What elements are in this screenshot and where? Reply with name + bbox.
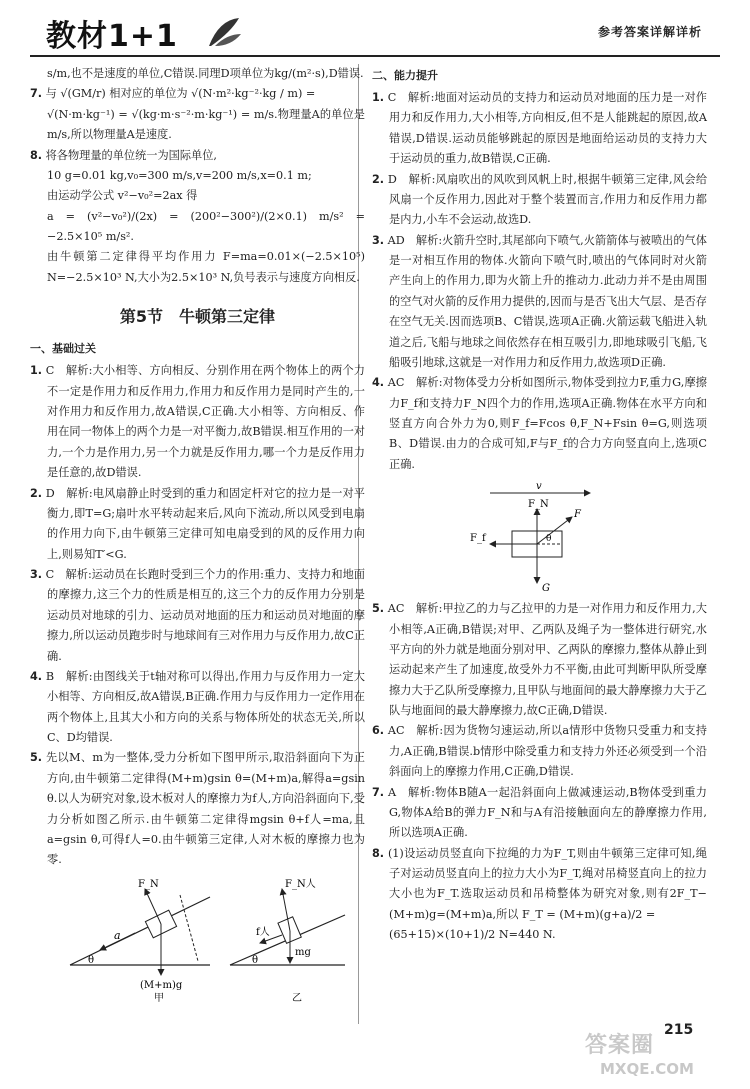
watermark-logo: 答案圈	[585, 1033, 655, 1058]
label-mmg: (M+m)g	[140, 979, 183, 991]
force-diagrams-jia-yi	[30, 875, 350, 1003]
page-header	[0, 0, 750, 60]
item-number: 2.	[30, 486, 43, 500]
item-text: A 解析:物体B随A一起沿斜面向上做减速运动,B物体受到重力G,物体A给B的弹力F_N和与A有沿接触面向左的静摩擦力作用,所以选项A正确.	[387, 785, 707, 840]
section-heading: 二、能力提升	[372, 69, 438, 82]
formula-line: a = (v²−v₀²)/(2x) = (200²−300²)/(2×0.1) m/s² = −2.5×10⁵ m/s².	[47, 209, 365, 243]
item-number: 1.	[372, 91, 385, 105]
item-number: 7.	[30, 87, 43, 101]
item-text: 与 √(GM/r) 相对应的单位为 √(N·m²·kg⁻²·kg / m) =	[45, 87, 316, 101]
label-mg: mg	[295, 946, 311, 958]
item-text-cont: 10 g=0.01 kg,v₀=300 m/s,v=200 m/s,x=0.1 m;	[47, 168, 312, 182]
item-number: 2.	[372, 172, 385, 186]
item-number: 5.	[30, 751, 43, 765]
item-number: 4.	[372, 376, 385, 390]
item-text: 将各物理量的单位统一为国际单位,	[45, 148, 217, 162]
answer-item-7	[30, 84, 365, 104]
item-text: D 解析:风扇吹出的风吹到风帆上时,根据牛顿第三定律,风会给风扇一个反作用力,因此对于整个装置而言,作用力和反作用力都是内力,小车不会运动,故选D.	[387, 172, 708, 227]
answer-item-3	[372, 231, 707, 374]
item-text-cont: √(N·m·kg⁻¹) = √(kg·m·s⁻²·m·kg⁻¹) = m/s.物理量A的单位是m/s,所以物理量A是速度.	[47, 107, 365, 142]
item-text-cont: 由牛顿第二定律得平均作用力 F=ma=0.01×(−2.5×10⁵) N=−2.5×10³ N,大小为2.5×10³ N,负号表示与速度方向相反.	[47, 250, 365, 284]
item-text-cont: 由运动学公式 v²−v₀²=2ax 得	[47, 189, 198, 203]
item-number: 8.	[30, 148, 43, 162]
answer-item-8	[372, 844, 707, 926]
label-jia: 甲	[154, 992, 164, 1003]
item-number: 6.	[372, 724, 385, 738]
answer-item-1	[30, 361, 365, 483]
answer-item-7	[372, 783, 707, 844]
diagram-yi	[230, 877, 345, 1003]
item-number: 3.	[372, 233, 385, 247]
item-number: 7.	[372, 785, 385, 799]
label-v: v	[535, 481, 542, 493]
item-text: (1)设运动员竖直向下拉绳的力为F_T,则由牛顿第三定律可知,绳子对运动员竖直向上的拉力大小为F_T,绳对吊椅竖直向上的拉力大小也为F_T.选取运动员和吊椅整体为研究对象,则有2F_T−(M+m)g=(M+m)a,所以 F_T = (M+m)(g+a)/2 =	[387, 846, 707, 921]
label-f: F	[573, 509, 581, 521]
label-theta: θ	[252, 954, 259, 966]
item-text: 先以M、m为一整体,受力分析如下图甲所示,取沿斜面向下为正方向,由牛顿第二定律得(M+m)gsin θ=(M+m)a,解得a=gsin θ.以人为研究对象,设木板对人的摩擦力为f人,方向沿斜面向下,受力分析如图乙所示.由牛顿第二定律得mgsin θ+f人=ma,且a=gsin θ,可得f人=0.由牛顿第三定律,人对木板的摩擦力也为零.	[45, 751, 365, 867]
item-number: 5.	[372, 602, 385, 616]
brand-text: 教材1+1	[46, 19, 178, 54]
header-section-title: 参考答案详解详析	[597, 25, 702, 39]
answer-item-5	[30, 748, 365, 870]
label-fn: F_N	[527, 499, 549, 511]
label-g: G	[541, 583, 550, 595]
answer-item-4	[30, 667, 365, 749]
answer-item-1	[372, 88, 707, 170]
paragraph: s/m,也不是速度的单位,C错误.同理D项单位为kg/(m²·s),D错误.	[47, 67, 364, 80]
label-theta: θ	[545, 534, 551, 545]
item-text: D 解析:电风扇静止时受到的重力和固定杆对它的拉力是一对平衡力,即T=G;扇叶水平转动起来后,风向下流动,所以风受到电扇的作用力向下,由牛顿第三定律可知电扇受到的风的反作用力向上,则易知T′<G.	[45, 486, 365, 561]
answer-item-5	[372, 599, 707, 721]
item-text: C 解析:运动员在长跑时受到三个力的作用:重力、支持力和地面的摩擦力,这三个力的性质是相互的,这三个力的反作用力分别是运动员对地球的引力、运动员对地面的压力和运动员对地面的摩擦力,所以运动员跑步时与地球间有三对作用力与反作用力,故C正确.	[45, 568, 365, 663]
diagram-jia	[70, 879, 210, 1003]
header-rule	[30, 55, 720, 57]
item-text: C 解析:地面对运动员的支持力和运动员对地面的压力是一对作用力和反作用力,大小相等,方向相反,但不是人能跳起的原因,故A错误,D错误.运动员能够跳起的原因是地面给运动员的支持力大于运动员的重力,故B错误,C正确.	[387, 91, 707, 166]
watermark-url: MXQE.COM	[600, 1060, 694, 1078]
page-number: 215	[664, 1022, 694, 1038]
label-yi: 乙	[292, 992, 302, 1003]
left-column	[30, 64, 365, 1003]
answer-item-6	[372, 721, 707, 782]
right-column	[372, 64, 707, 946]
answer-item-4	[372, 373, 707, 475]
section-heading: 一、基础过关	[30, 342, 96, 356]
item-number: 4.	[30, 669, 43, 683]
chapter-title: 第5节 牛顿第三定律	[119, 307, 276, 327]
label-fren: f人	[256, 926, 270, 938]
leaf-ornament-icon	[205, 16, 245, 50]
item-text: C 解析:大小相等、方向相反、分别作用在两个物体上的两个力不一定是作用力和反作用力,作用力和反作用力是同时产生的,一对作用力和反作用力,故A错误,C正确.大小相等、方向相反、作用在同一物体上的两个力是一对平衡力,故B错误.相互作用的一对力,一个力是作用力,另一个力就是反作用力,哪一个力是反作用力是任意的,故D错误.	[45, 364, 365, 480]
formula-line: (65+15)×(10+1)/2 N=440 N.	[389, 928, 556, 942]
item-text: AD 解析:火箭升空时,其尾部向下喷气,火箭箭体与被喷出的气体是一对相互作用的物体.火箭向下喷气时,喷出的气体同时对火箭产生向上的作用力,即为火箭上升的推动力.此动力并不是由周围的空气对火箭的反作用力提供的,因而与是否飞出大气层、是否存在空气无关.因而选项B、C错误,选项A正确.火箭运载飞船进入轨道之后,飞船与地球之间依然存在相互吸引力,即地球吸引飞船,飞船吸引地球,这就是一对作用力和反作用力,故选项D正确.	[387, 233, 707, 369]
label-theta: θ	[88, 954, 95, 966]
item-text: AC 解析:对物体受力分析如图所示,物体受到拉力F,重力G,摩擦力F_f和支持力F_N四个力的作用,选项A正确.物体在水平方向和竖直方向合外力为0,则F_f=Fcos θ,F_N+Fsin θ=G,则选项B、D错误.由力的合成可知,F与F_f的合力方向竖直向上,选项C正确.	[387, 376, 707, 471]
item-number: 1.	[30, 364, 43, 378]
label-ff: F_f	[469, 533, 486, 545]
item-number: 8.	[372, 846, 385, 860]
answer-item-2	[372, 170, 707, 231]
item-number: 3.	[30, 568, 43, 581]
item-text: AC 解析:甲拉乙的力与乙拉甲的力是一对作用力和反作用力,大小相等,A正确,B错误;对甲、乙两队及绳子为一整体进行研究,水平方向的外力就是地面分别对甲、乙两队的摩擦力,整体从静止到运动起来产生了加速度,故受外力不平衡,由此可判断甲队所受摩擦力大于乙队所受摩擦力,且甲队与地面间的最大静摩擦力大于乙队与地面间的最大静摩擦力,故C正确,D错误.	[387, 602, 707, 718]
label-fn: F_N	[138, 878, 159, 890]
answer-item-8	[30, 146, 365, 166]
item-text: B 解析:由图线关于t轴对称可以得出,作用力与反作用力一定大小相等、方向相反,故A错误,B正确.作用力与反作用力一定作用在两个物体上,且其大小和方向的关系与物体所处的状态无关,所以C、D均错误.	[45, 669, 365, 744]
label-a: a	[114, 928, 121, 942]
answer-item-2	[30, 484, 365, 566]
item-text: AC 解析:因为货物匀速运动,所以a情形中货物只受重力和支持力,A正确,B错误.b情形中除受重力和支持力外还必须受到一个沿斜面向上的摩擦力作用,C正确,D错误.	[387, 724, 707, 779]
answer-item-3	[30, 565, 365, 667]
label-fnren: F_N人	[285, 878, 316, 890]
force-diagram-block	[460, 479, 620, 595]
